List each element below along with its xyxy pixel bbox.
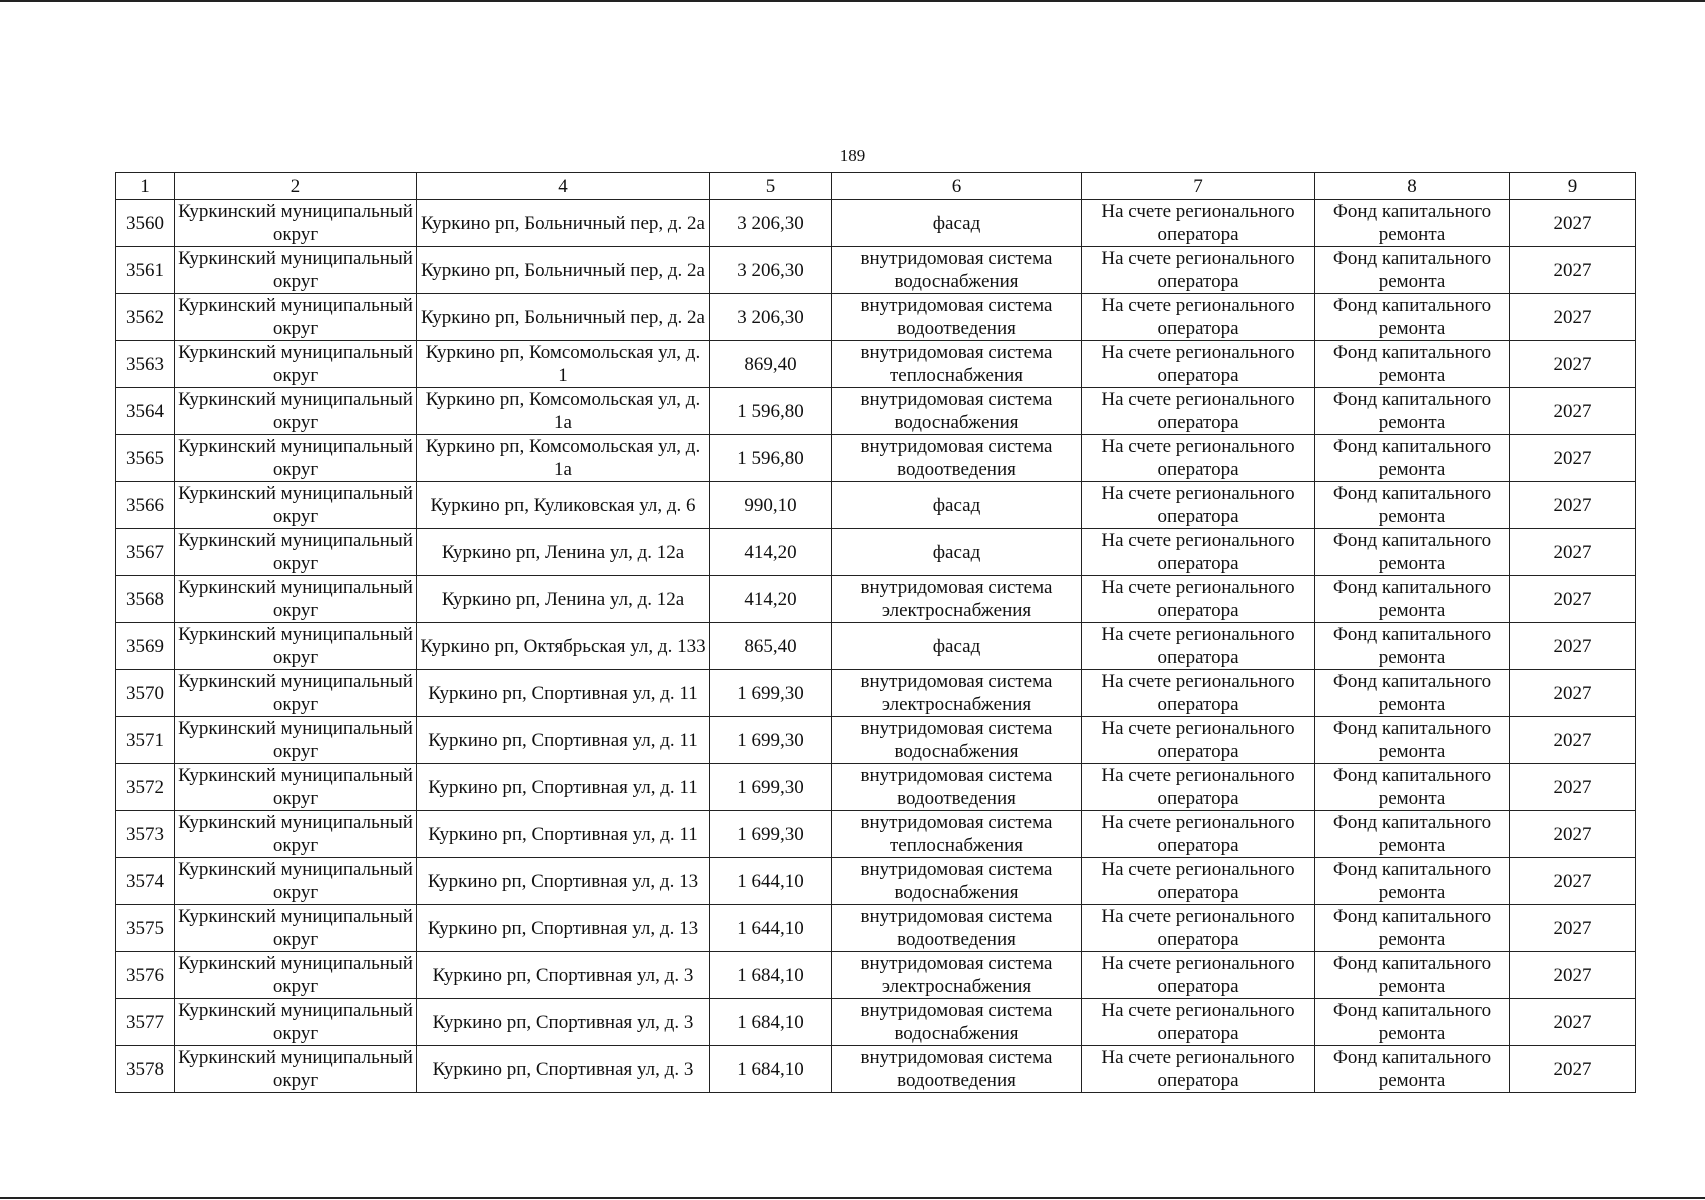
table-row (116, 341, 1636, 388)
table-row (116, 435, 1636, 482)
area-cell: 1 596,80 (710, 388, 832, 435)
account-cell: На счете регионального оператора (1082, 388, 1315, 435)
funding-source-cell: Фонд капитального ремонта (1315, 200, 1510, 247)
year-cell: 2027 (1510, 905, 1636, 952)
page-number: 189 (839, 146, 866, 165)
header-cell: 1 (116, 173, 175, 200)
year-cell: 2027 (1510, 670, 1636, 717)
funding-source-cell: Фонд капитального ремонта (1315, 999, 1510, 1046)
work-type-cell: внутридомовая система водоотведения (832, 764, 1082, 811)
year-cell: 2027 (1510, 200, 1636, 247)
district-cell: Куркинский муниципальный округ (175, 247, 417, 294)
registry-table (115, 172, 1636, 1093)
area-cell: 1 596,80 (710, 435, 832, 482)
account-cell: На счете регионального оператора (1082, 717, 1315, 764)
header-cell: 5 (710, 173, 832, 200)
area-cell: 1 699,30 (710, 811, 832, 858)
year-cell: 2027 (1510, 576, 1636, 623)
account-cell: На счете регионального оператора (1082, 623, 1315, 670)
work-type-cell: фасад (832, 200, 1082, 247)
row-number-cell: 3561 (116, 247, 175, 294)
funding-source-cell: Фонд капитального ремонта (1315, 952, 1510, 999)
work-type-cell: внутридомовая система водоснабжения (832, 999, 1082, 1046)
table-row (116, 200, 1636, 247)
row-number-cell: 3576 (116, 952, 175, 999)
address-cell: Куркино рп, Больничный пер, д. 2а (417, 200, 710, 247)
district-cell: Куркинский муниципальный округ (175, 200, 417, 247)
account-cell: На счете регионального оператора (1082, 200, 1315, 247)
address-cell: Куркино рп, Комсомольская ул, д. 1а (417, 435, 710, 482)
address-cell: Куркино рп, Куликовская ул, д. 6 (417, 482, 710, 529)
row-number-cell: 3572 (116, 764, 175, 811)
district-cell: Куркинский муниципальный округ (175, 717, 417, 764)
year-cell: 2027 (1510, 341, 1636, 388)
area-cell: 1 684,10 (710, 952, 832, 999)
year-cell: 2027 (1510, 247, 1636, 294)
work-type-cell: внутридомовая система электроснабжения (832, 670, 1082, 717)
area-cell: 1 699,30 (710, 670, 832, 717)
row-number-cell: 3560 (116, 200, 175, 247)
table-row (116, 764, 1636, 811)
account-cell: На счете регионального оператора (1082, 341, 1315, 388)
account-cell: На счете регионального оператора (1082, 482, 1315, 529)
account-cell: На счете регионального оператора (1082, 529, 1315, 576)
address-cell: Куркино рп, Ленина ул, д. 12а (417, 529, 710, 576)
header-cell: 6 (832, 173, 1082, 200)
table-row (116, 811, 1636, 858)
funding-source-cell: Фонд капитального ремонта (1315, 670, 1510, 717)
row-number-cell: 3566 (116, 482, 175, 529)
table-row (116, 529, 1636, 576)
area-cell: 1 684,10 (710, 999, 832, 1046)
funding-source-cell: Фонд капитального ремонта (1315, 858, 1510, 905)
work-type-cell: внутридомовая система электроснабжения (832, 576, 1082, 623)
account-cell: На счете регионального оператора (1082, 294, 1315, 341)
work-type-cell: внутридомовая система водоснабжения (832, 388, 1082, 435)
table-row (116, 388, 1636, 435)
funding-source-cell: Фонд капитального ремонта (1315, 294, 1510, 341)
table-row (116, 1046, 1636, 1093)
account-cell: На счете регионального оператора (1082, 905, 1315, 952)
year-cell: 2027 (1510, 482, 1636, 529)
row-number-cell: 3567 (116, 529, 175, 576)
district-cell: Куркинский муниципальный округ (175, 529, 417, 576)
table-row (116, 858, 1636, 905)
funding-source-cell: Фонд капитального ремонта (1315, 529, 1510, 576)
table-row (116, 247, 1636, 294)
district-cell: Куркинский муниципальный округ (175, 576, 417, 623)
account-cell: На счете регионального оператора (1082, 247, 1315, 294)
address-cell: Куркино рп, Спортивная ул, д. 3 (417, 999, 710, 1046)
year-cell: 2027 (1510, 764, 1636, 811)
bottom-border-rule (0, 1197, 1705, 1199)
table-row (116, 576, 1636, 623)
work-type-cell: внутридомовая система водоснабжения (832, 717, 1082, 764)
row-number-cell: 3568 (116, 576, 175, 623)
address-cell: Куркино рп, Спортивная ул, д. 3 (417, 1046, 710, 1093)
area-cell: 1 699,30 (710, 764, 832, 811)
work-type-cell: внутридомовая система водоснабжения (832, 858, 1082, 905)
table-row (116, 952, 1636, 999)
year-cell: 2027 (1510, 294, 1636, 341)
address-cell: Куркино рп, Спортивная ул, д. 13 (417, 858, 710, 905)
account-cell: На счете регионального оператора (1082, 952, 1315, 999)
year-cell: 2027 (1510, 717, 1636, 764)
funding-source-cell: Фонд капитального ремонта (1315, 764, 1510, 811)
work-type-cell: внутридомовая система теплоснабжения (832, 811, 1082, 858)
top-border-rule (0, 0, 1705, 2)
row-number-cell: 3577 (116, 999, 175, 1046)
year-cell: 2027 (1510, 952, 1636, 999)
row-number-cell: 3565 (116, 435, 175, 482)
address-cell: Куркино рп, Ленина ул, д. 12а (417, 576, 710, 623)
header-cell: 4 (417, 173, 710, 200)
district-cell: Куркинский муниципальный округ (175, 811, 417, 858)
work-type-cell: внутридомовая система водоотведения (832, 1046, 1082, 1093)
row-number-cell: 3563 (116, 341, 175, 388)
header-cell: 9 (1510, 173, 1636, 200)
work-type-cell: внутридомовая система водоотведения (832, 294, 1082, 341)
header-row (116, 173, 1636, 200)
account-cell: На счете регионального оператора (1082, 1046, 1315, 1093)
address-cell: Куркино рп, Больничный пер, д. 2а (417, 247, 710, 294)
year-cell: 2027 (1510, 1046, 1636, 1093)
table-body (116, 200, 1636, 1093)
district-cell: Куркинский муниципальный округ (175, 764, 417, 811)
district-cell: Куркинский муниципальный округ (175, 905, 417, 952)
year-cell: 2027 (1510, 811, 1636, 858)
funding-source-cell: Фонд капитального ремонта (1315, 482, 1510, 529)
address-cell: Куркино рп, Больничный пер, д. 2а (417, 294, 710, 341)
district-cell: Куркинский муниципальный округ (175, 952, 417, 999)
area-cell: 1 644,10 (710, 858, 832, 905)
area-cell: 3 206,30 (710, 200, 832, 247)
address-cell: Куркино рп, Комсомольская ул, д. 1а (417, 388, 710, 435)
district-cell: Куркинский муниципальный округ (175, 1046, 417, 1093)
work-type-cell: внутридомовая система электроснабжения (832, 952, 1082, 999)
header-cell: 2 (175, 173, 417, 200)
funding-source-cell: Фонд капитального ремонта (1315, 811, 1510, 858)
row-number-cell: 3562 (116, 294, 175, 341)
district-cell: Куркинский муниципальный округ (175, 623, 417, 670)
district-cell: Куркинский муниципальный округ (175, 670, 417, 717)
area-cell: 3 206,30 (710, 247, 832, 294)
row-number-cell: 3574 (116, 858, 175, 905)
year-cell: 2027 (1510, 388, 1636, 435)
year-cell: 2027 (1510, 435, 1636, 482)
address-cell: Куркино рп, Октябрьская ул, д. 133 (417, 623, 710, 670)
row-number-cell: 3569 (116, 623, 175, 670)
table-row (116, 294, 1636, 341)
account-cell: На счете регионального оператора (1082, 764, 1315, 811)
funding-source-cell: Фонд капитального ремонта (1315, 435, 1510, 482)
district-cell: Куркинский муниципальный округ (175, 858, 417, 905)
row-number-cell: 3571 (116, 717, 175, 764)
address-cell: Куркино рп, Спортивная ул, д. 3 (417, 952, 710, 999)
row-number-cell: 3578 (116, 1046, 175, 1093)
year-cell: 2027 (1510, 999, 1636, 1046)
header-cell: 7 (1082, 173, 1315, 200)
account-cell: На счете регионального оператора (1082, 811, 1315, 858)
account-cell: На счете регионального оператора (1082, 999, 1315, 1046)
work-type-cell: фасад (832, 529, 1082, 576)
district-cell: Куркинский муниципальный округ (175, 341, 417, 388)
header-cell: 8 (1315, 173, 1510, 200)
year-cell: 2027 (1510, 623, 1636, 670)
address-cell: Куркино рп, Спортивная ул, д. 11 (417, 670, 710, 717)
work-type-cell: фасад (832, 482, 1082, 529)
funding-source-cell: Фонд капитального ремонта (1315, 905, 1510, 952)
row-number-cell: 3575 (116, 905, 175, 952)
funding-source-cell: Фонд капитального ремонта (1315, 576, 1510, 623)
district-cell: Куркинский муниципальный округ (175, 294, 417, 341)
table-row (116, 623, 1636, 670)
area-cell: 865,40 (710, 623, 832, 670)
row-number-cell: 3570 (116, 670, 175, 717)
area-cell: 1 699,30 (710, 717, 832, 764)
district-cell: Куркинский муниципальный округ (175, 435, 417, 482)
work-type-cell: внутридомовая система водоотведения (832, 435, 1082, 482)
area-cell: 1 684,10 (710, 1046, 832, 1093)
area-cell: 414,20 (710, 529, 832, 576)
address-cell: Куркино рп, Спортивная ул, д. 11 (417, 717, 710, 764)
table-row (116, 482, 1636, 529)
district-cell: Куркинский муниципальный округ (175, 999, 417, 1046)
work-type-cell: внутридомовая система водоснабжения (832, 247, 1082, 294)
area-cell: 3 206,30 (710, 294, 832, 341)
account-cell: На счете регионального оператора (1082, 576, 1315, 623)
funding-source-cell: Фонд капитального ремонта (1315, 1046, 1510, 1093)
row-number-cell: 3573 (116, 811, 175, 858)
row-number-cell: 3564 (116, 388, 175, 435)
address-cell: Куркино рп, Спортивная ул, д. 13 (417, 905, 710, 952)
work-type-cell: фасад (832, 623, 1082, 670)
area-cell: 869,40 (710, 341, 832, 388)
year-cell: 2027 (1510, 858, 1636, 905)
area-cell: 414,20 (710, 576, 832, 623)
account-cell: На счете регионального оператора (1082, 435, 1315, 482)
table-row (116, 670, 1636, 717)
table-row (116, 717, 1636, 764)
account-cell: На счете регионального оператора (1082, 670, 1315, 717)
address-cell: Куркино рп, Комсомольская ул, д. 1 (417, 341, 710, 388)
area-cell: 1 644,10 (710, 905, 832, 952)
account-cell: На счете регионального оператора (1082, 858, 1315, 905)
funding-source-cell: Фонд капитального ремонта (1315, 388, 1510, 435)
year-cell: 2027 (1510, 529, 1636, 576)
funding-source-cell: Фонд капитального ремонта (1315, 717, 1510, 764)
funding-source-cell: Фонд капитального ремонта (1315, 341, 1510, 388)
funding-source-cell: Фонд капитального ремонта (1315, 623, 1510, 670)
table-row (116, 905, 1636, 952)
work-type-cell: внутридомовая система водоотведения (832, 905, 1082, 952)
address-cell: Куркино рп, Спортивная ул, д. 11 (417, 811, 710, 858)
district-cell: Куркинский муниципальный округ (175, 482, 417, 529)
area-cell: 990,10 (710, 482, 832, 529)
funding-source-cell: Фонд капитального ремонта (1315, 247, 1510, 294)
table-row (116, 999, 1636, 1046)
district-cell: Куркинский муниципальный округ (175, 388, 417, 435)
work-type-cell: внутридомовая система теплоснабжения (832, 341, 1082, 388)
address-cell: Куркино рп, Спортивная ул, д. 11 (417, 764, 710, 811)
